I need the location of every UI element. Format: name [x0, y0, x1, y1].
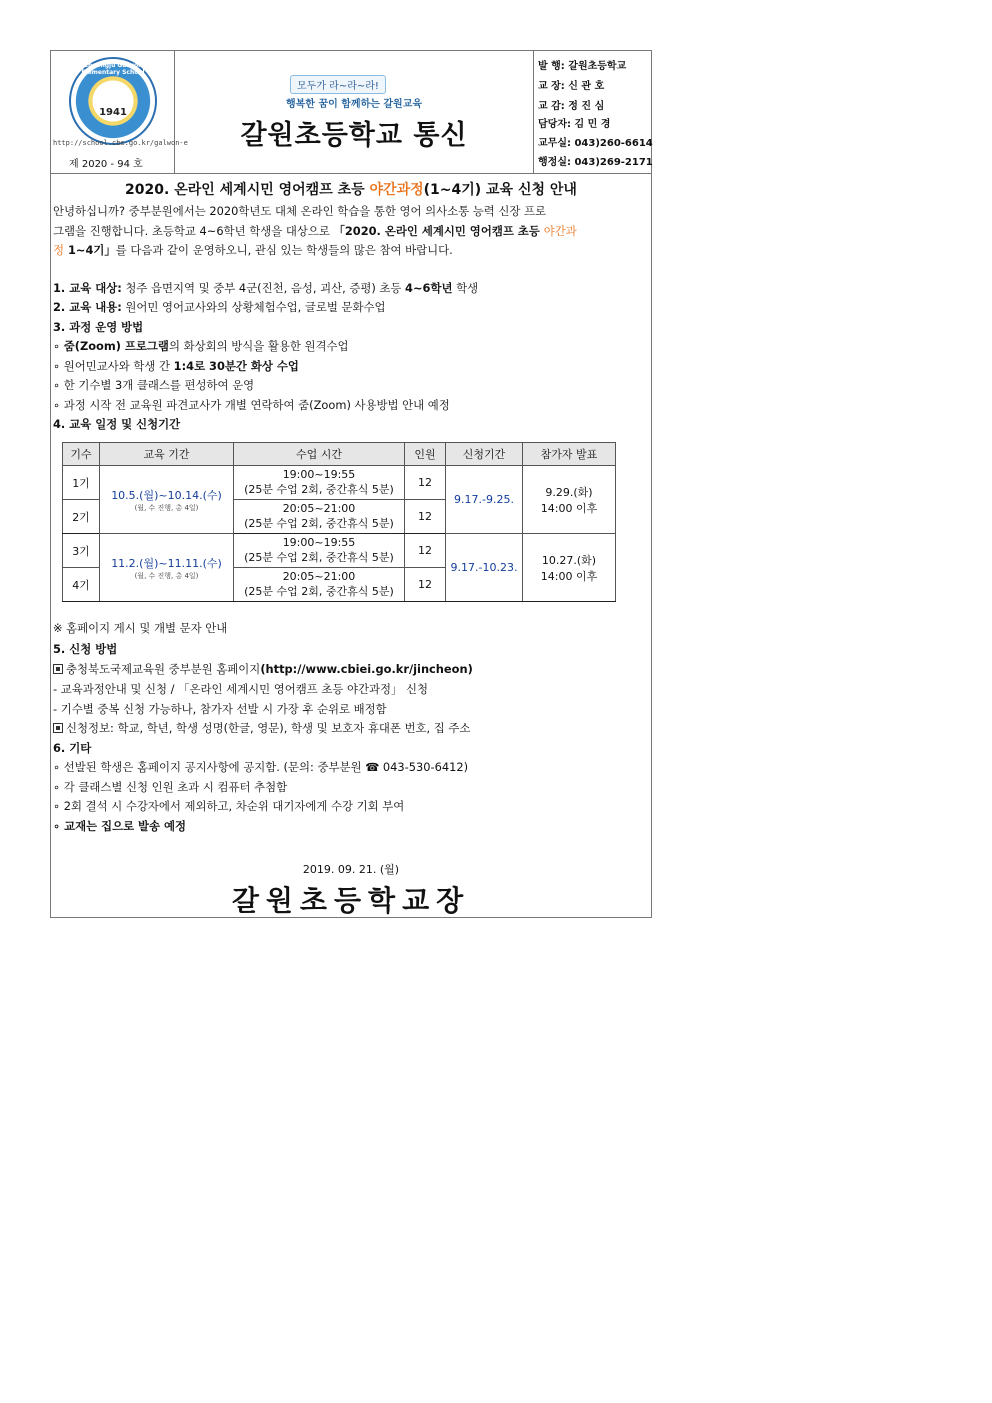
- col-header-time: 수업 시간: [234, 443, 405, 466]
- item-text: 신청정보: 학교, 학년, 학생 성명(한글, 영문), 학생 및 보호자 휴대폰 번호, 집 주소: [66, 721, 471, 735]
- cell-gen: 3기: [63, 534, 100, 568]
- title-cell: [175, 51, 534, 173]
- section-6-item-3: ∘ 2회 결석 시 수강자에서 제외하고, 차순위 대기자에게 수강 기회 부여: [53, 799, 405, 813]
- time-note: (25분 수업 2회, 중간휴식 5분): [244, 517, 394, 530]
- col-header-gen: 기수: [63, 443, 100, 466]
- principal-signature: 갈원초등학교장: [231, 884, 471, 917]
- section-5-item-1: [53, 661, 473, 677]
- section-3-heading: 3. 과정 운영 방법: [53, 320, 144, 334]
- announce-time: 14:00 이후: [540, 501, 598, 515]
- intro-line-2: [53, 223, 577, 239]
- document-title: [51, 179, 651, 199]
- table-header-row: [63, 443, 616, 466]
- section-6-item-4: ∘ 교재는 집으로 발송 예정: [53, 819, 187, 833]
- period-note: (월, 수 진행, 총 4일): [134, 503, 199, 512]
- cell-announce: [523, 534, 616, 602]
- title-part: (1~4기) 교육 신청 안내: [423, 182, 577, 198]
- seal-ring-text: Cheongju Galwon Elementary School: [81, 62, 145, 76]
- period-dates: 11.2.(월)~11.11.(수): [111, 556, 222, 570]
- cell-period: [100, 466, 234, 534]
- intro-text: 그램을 진행합니다. 초등학교 4~6학년 학생을 대상으로: [53, 224, 334, 238]
- section-2-label: 2. 교육 내용:: [53, 300, 122, 314]
- cell-time: [234, 466, 405, 500]
- time-range: 19:00~19:55: [282, 468, 356, 481]
- time-note: (25분 수업 2회, 중간휴식 5분): [244, 551, 394, 564]
- cell-gen: 4기: [63, 568, 100, 602]
- intro-line-3: [53, 242, 453, 258]
- section-2: [53, 299, 386, 315]
- cell-count: 12: [405, 500, 446, 534]
- homepage-url: (http://www.cbiei.go.kr/jincheon): [260, 662, 473, 676]
- time-range: 19:00~19:55: [282, 536, 356, 549]
- time-range: 20:05~21:00: [282, 570, 356, 583]
- info-office-phone: 교무실: 043)260-6614: [538, 138, 653, 149]
- cell-time: [234, 534, 405, 568]
- time-range: 20:05~21:00: [282, 502, 356, 515]
- section-5-item-3: - 기수별 중복 신청 가능하나, 참가자 선발 시 가장 후 순위로 배정함: [53, 702, 387, 716]
- section-4-heading: 4. 교육 일정 및 신청기간: [53, 417, 181, 431]
- section-5-heading: 5. 신청 방법: [53, 642, 118, 656]
- newsletter-sheet: [50, 50, 652, 918]
- cell-count: 12: [405, 466, 446, 500]
- time-note: (25분 수업 2회, 중간휴식 5분): [244, 483, 394, 496]
- section-1-label: 1. 교육 대상:: [53, 281, 122, 295]
- item-text: ∘ 원어민교사와 학생 간: [53, 359, 174, 373]
- section-2-text: 원어민 영어교사와의 상황체험수업, 글로벌 문화수업: [121, 300, 386, 314]
- square-bullet-icon: [53, 723, 63, 733]
- intro-highlight: 야간과: [543, 224, 577, 238]
- section-1-text: 학생: [452, 281, 479, 295]
- col-header-apply: 신청기간: [446, 443, 523, 466]
- cell-announce: [523, 466, 616, 534]
- section-6-heading: 6. 기타: [53, 741, 92, 755]
- time-note: (25분 수업 2회, 중간휴식 5분): [244, 585, 394, 598]
- bold-text: 줌(Zoom) 프로그램: [63, 339, 169, 353]
- period-note: (월, 수 진행, 총 4일): [134, 571, 199, 580]
- cell-period: [100, 534, 234, 602]
- table-row: [63, 534, 616, 568]
- item-text: 의 화상회의 방식을 활용한 원격수업: [168, 339, 349, 353]
- newsletter-title: 갈원초등학교 통신: [240, 120, 468, 151]
- cell-count: 12: [405, 534, 446, 568]
- issue-number: 제 2020 - 94 호: [69, 159, 143, 170]
- cell-apply: 9.17.-10.23.: [446, 534, 523, 602]
- section-3-item-2: [53, 358, 299, 374]
- slogan-badge: 모두가 라~라~라!: [290, 75, 386, 94]
- info-vice-principal: 교 감: 정 진 심: [538, 101, 605, 112]
- intro-bold: 「2020. 온라인 세계시민 영어캠프 초등: [333, 224, 544, 238]
- issue-date: 2019. 09. 21. (월): [302, 863, 400, 876]
- bullet: ∘: [53, 339, 64, 353]
- announce-time: 14:00 이후: [540, 569, 598, 583]
- info-publisher: 발 행: 갈원초등학교: [538, 61, 627, 72]
- info-admin-phone: 행정실: 043)269-2171: [538, 157, 653, 168]
- section-6-item-2: ∘ 각 클래스별 신청 인원 초과 시 컴퓨터 추첨함: [53, 780, 288, 794]
- schedule-table: [62, 442, 616, 602]
- table-row: [63, 466, 616, 500]
- cell-count: 12: [405, 568, 446, 602]
- school-url: http://school.cbe.go.kr/galwon-e: [53, 139, 188, 147]
- period-dates: 10.5.(월)~10.14.(수): [111, 488, 222, 502]
- logo-cell: [51, 51, 188, 173]
- col-header-announce: 참가자 발표: [523, 443, 616, 466]
- section-6-item-1: ∘ 선발된 학생은 홈페이지 공지사항에 공지함. (문의: 중부분원 ☎ 043-530-6412): [53, 760, 469, 774]
- cell-gen: 1기: [63, 466, 100, 500]
- square-bullet-icon: [53, 664, 63, 674]
- intro-bold: 1~4기」: [64, 243, 116, 257]
- section-3-item-4: ∘ 과정 시작 전 교육원 파견교사가 개별 연락하여 줌(Zoom) 사용방법 안내 예정: [53, 398, 450, 412]
- seal-year: 1941: [99, 107, 127, 118]
- section-5-item-4: [53, 720, 470, 736]
- section-1: [53, 280, 478, 296]
- cell-time: [234, 568, 405, 602]
- item-text: 충청북도국제교육원 중부분원 홈페이지: [66, 662, 261, 676]
- intro-text: 를 다음과 같이 운영하오니, 관심 있는 학생들의 많은 참여 바랍니다.: [115, 243, 453, 257]
- cell-gen: 2기: [63, 500, 100, 534]
- newsletter-header: [51, 51, 651, 174]
- section-3-item-1: [53, 338, 349, 354]
- bold-text: 1:4로 30분간 화상 수업: [173, 359, 299, 373]
- notice-note: ※ 홈페이지 게시 및 개별 문자 안내: [53, 621, 228, 635]
- section-1-text: 청주 읍면지역 및 중부 4군(진천, 음성, 괴산, 증평) 초등: [121, 281, 406, 295]
- announce-date: 10.27.(화): [541, 553, 597, 567]
- info-principal: 교 장: 신 관 호: [538, 81, 605, 92]
- school-seal-logo: [69, 57, 157, 145]
- title-part: 2020. 온라인 세계시민 영어캠프 초등: [125, 182, 370, 198]
- info-contact-person: 담당자: 김 민 경: [538, 119, 611, 130]
- section-5-item-2: - 교육과정안내 및 신청 / 「온라인 세계시민 영어캠프 초등 야간과정」 신청: [53, 682, 429, 696]
- col-header-period: 교육 기간: [100, 443, 234, 466]
- intro-highlight: 정: [53, 243, 65, 257]
- title-highlight: 야간과정: [369, 182, 424, 198]
- intro-line-1: 안녕하십니까? 중부분원에서는 2020학년도 대체 온라인 학습을 통한 영어 의사소통 능력 신장 프로: [53, 204, 546, 218]
- section-3-item-3: ∘ 한 기수별 3개 클래스를 편성하여 운영: [53, 378, 255, 392]
- publisher-info: [534, 51, 651, 173]
- cell-apply: 9.17.-9.25.: [446, 466, 523, 534]
- cell-time: [234, 500, 405, 534]
- section-1-bold: 4~6학년: [405, 281, 453, 295]
- col-header-count: 인원: [405, 443, 446, 466]
- announce-date: 9.29.(화): [545, 485, 593, 499]
- slogan: 행복한 꿈이 함께하는 갈원교육: [285, 99, 423, 110]
